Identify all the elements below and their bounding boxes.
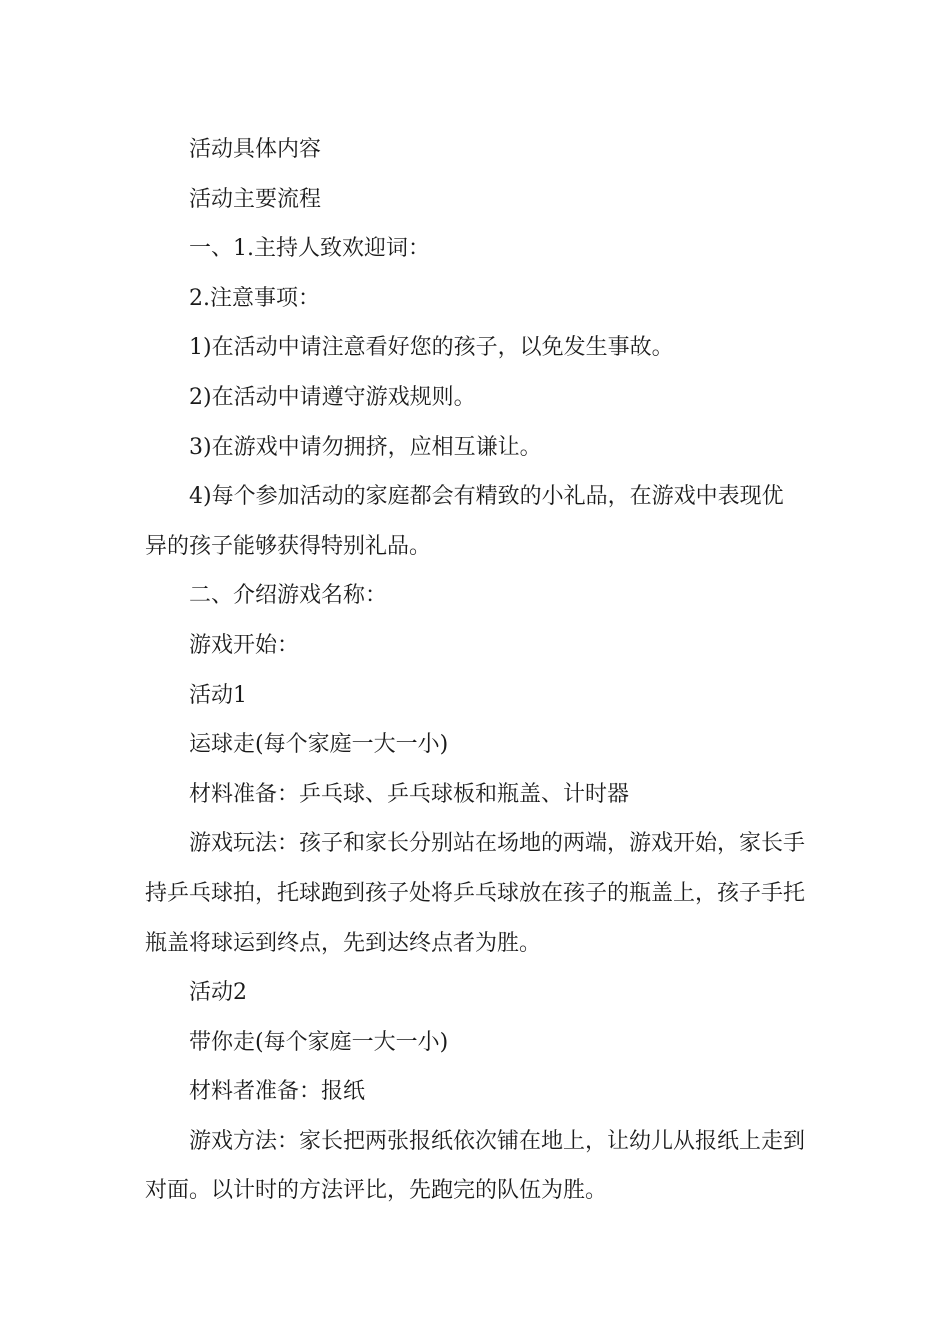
paragraph: 4)每个参加活动的家庭都会有精致的小礼品，在游戏中表现优异的孩子能够获得特别礼品。 (145, 484, 784, 559)
paragraph: 游戏玩法：孩子和家长分别站在场地的两端，游戏开始，家长手持乒乓球拍，托球跑到孩子处将乒乓球放在孩子的瓶盖上，孩子手托瓶盖将球运到终点，先到达终点者为胜。 (145, 831, 806, 956)
paragraph: 材料准备：乒乓球、乒乓球板和瓶盖、计时器 (189, 781, 630, 807)
paragraph: 活动2 (189, 980, 247, 1006)
paragraph: 材料者准备：报纸 (189, 1079, 366, 1105)
paragraph: 一、1.主持人致欢迎词： (189, 236, 430, 262)
paragraph: 活动1 (189, 682, 247, 708)
paragraph: 1)在活动中请注意看好您的孩子，以免发生事故。 (189, 335, 674, 361)
paragraph: 3)在游戏中请勿拥挤，应相互谦让。 (189, 434, 542, 460)
paragraph: 游戏开始： (189, 632, 300, 658)
paragraph: 游戏方法：家长把两张报纸依次铺在地上，让幼儿从报纸上走到对面。以计时的方法评比，先跑完的队伍为胜。 (145, 1128, 806, 1204)
paragraph: 2.注意事项： (189, 285, 320, 311)
paragraph: 2)在活动中请遵守游戏规则。 (189, 384, 476, 410)
paragraph: 带你走(每个家庭一大一小) (189, 1029, 449, 1055)
paragraph: 运球走(每个家庭一大一小) (189, 732, 449, 758)
paragraph: 二、介绍游戏名称： (189, 583, 388, 609)
document-body (145, 125, 805, 1216)
paragraph: 活动主要流程 (189, 186, 322, 212)
paragraph: 活动具体内容 (189, 137, 322, 162)
